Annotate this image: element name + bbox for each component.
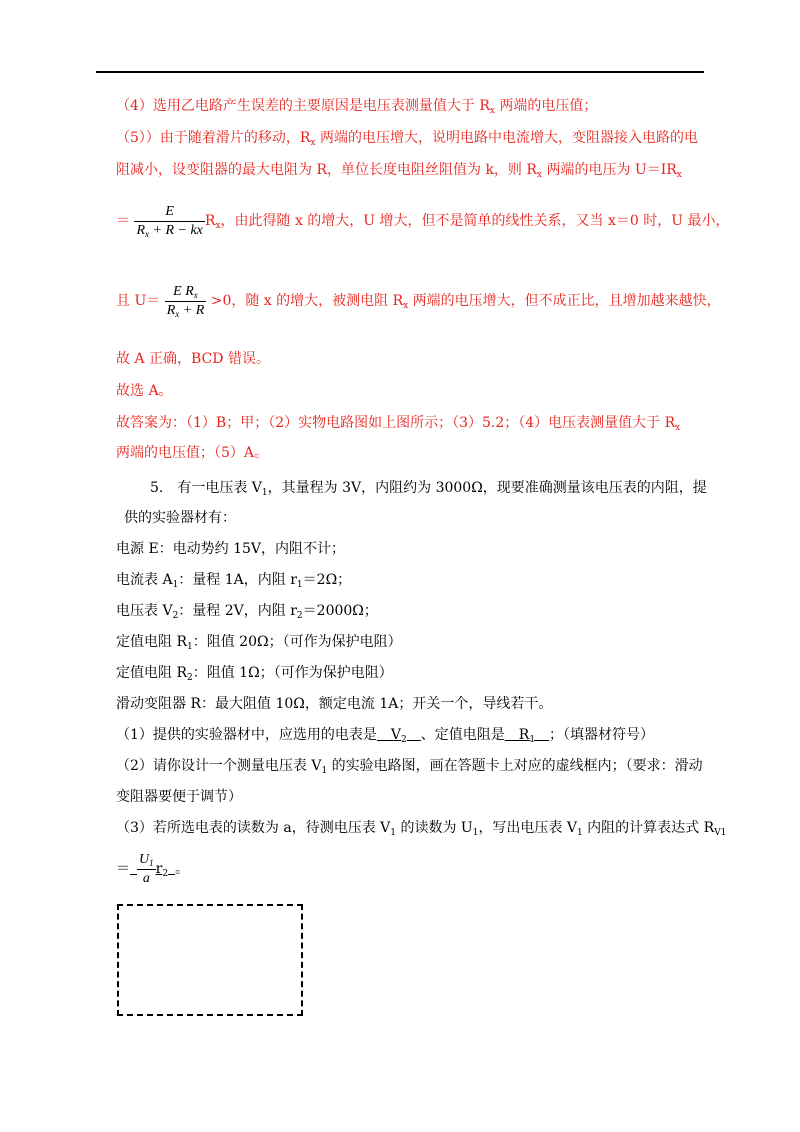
solution-equation1: ＝ $\frac{E}{R_x + R - kx}$ $R_x$，由此得随 x 的增大，U 增大，但不是简单的线性关系，又当 x＝0 时，U 最小， xyxy=(116,203,730,239)
question5-part2-cont: 变阻器要便于调节） xyxy=(116,789,242,805)
equipment-resistor-r1: 定值电阻 $R_1$：阻值 20Ω；（可作为保护电阻） xyxy=(116,634,402,652)
answer-summary-line2: 两端的电压值；（5）A。 xyxy=(116,445,269,461)
fraction-u-expression: $\frac{E}{R_x + R - kx}$ xyxy=(136,203,203,239)
solution-part4: （4）选用乙电路产生误差的主要原因是电压表测量值大于 $R_x$ 两端的电压值； xyxy=(116,98,598,116)
solution-equation2: 且 U＝ $\frac{E R_x}{R_x + R}$ >0，随 x 的增大，被测电阻 $R_x$ 两端的电压增大，但不成正比，且增加越来越快， xyxy=(116,283,721,319)
solution-choice: 故选 A。 xyxy=(116,383,173,399)
question5-part2: （2）请你设计一个测量电压表 $V_1$ 的实验电路图，画在答题卡上对应的虚线框内；（要求：滑动 xyxy=(116,758,703,776)
solution-part5-line1: （5））由于随着滑片的移动，$R_x$ 两端的电压增大，说明电路中电流增大，变阻器接入电路的电 xyxy=(116,130,698,148)
question5-part3-answer: ＝ $\frac{U_1}{a}$ $r_2$ 。 xyxy=(116,851,190,886)
question5-part3: （3）若所选电表的读数为 a，待测电压表 $V_1$ 的读数为 $U_1$，写出电压表 $V_1$ 内阻的计算表达式 $R_{V1}$ xyxy=(116,820,727,838)
equipment-ammeter: 电流表 $A_1$：量程 1A，内阻 $r_1=2\Omega$； xyxy=(116,572,352,590)
answer-formula: $\frac{U_1}{a}$ $r_2$ xyxy=(139,851,169,886)
solution-conclusion: 故 A 正确，BCD 错误。 xyxy=(116,351,270,367)
answer-summary-line1: 故答案为：（1）B；甲；（2）实物电路图如上图所示；（3）5.2；（4）电压表测量值大于 $R_x$ xyxy=(116,415,681,433)
header-rule xyxy=(96,71,704,73)
equipment-voltmeter: 电压表 $V_2$：量程 2V，内阻 $r_2=2000\Omega$； xyxy=(116,603,378,621)
equipment-rheostat: 滑动变阻器 R：最大阻值 10Ω，额定电流 1A；开关一个，导线若干。 xyxy=(116,696,553,712)
solution-part5-line2: 阻减小，设变阻器的最大电阻为 R，单位长度电阻丝阻值为 k，则 $R_x$ 两端的电压为 $U=IR_x$ xyxy=(116,162,682,180)
question5-intro: 5. 有一电压表 $V_1$，其量程为 3V，内阻约为 3000Ω，现要准确测量该电压表的内阻，提 xyxy=(150,480,707,498)
equipment-resistor-r2: 定值电阻 $R_2$：阻值 1Ω；（可作为保护电阻） xyxy=(116,665,393,683)
answer-meter: $V_2$ xyxy=(376,727,407,745)
question5-part1: （1）提供的实验器材中，应选用的电表是 $V_2$ 、定值电阻是 $R_1$ ；（填器材符号） xyxy=(116,727,655,745)
fraction-rv1: $\frac{U_1}{a}$ xyxy=(139,851,154,886)
circuit-diagram-box xyxy=(117,904,303,1016)
equipment-power-source: 电源 E：电动势约 15V，内阻不计； xyxy=(116,541,346,557)
question5-intro-cont: 供的实验器材有： xyxy=(124,510,236,526)
answer-resistor: $R_1$ xyxy=(504,727,536,745)
fraction-u-positive: $\frac{E R_x}{R_x + R}$ xyxy=(166,283,205,319)
